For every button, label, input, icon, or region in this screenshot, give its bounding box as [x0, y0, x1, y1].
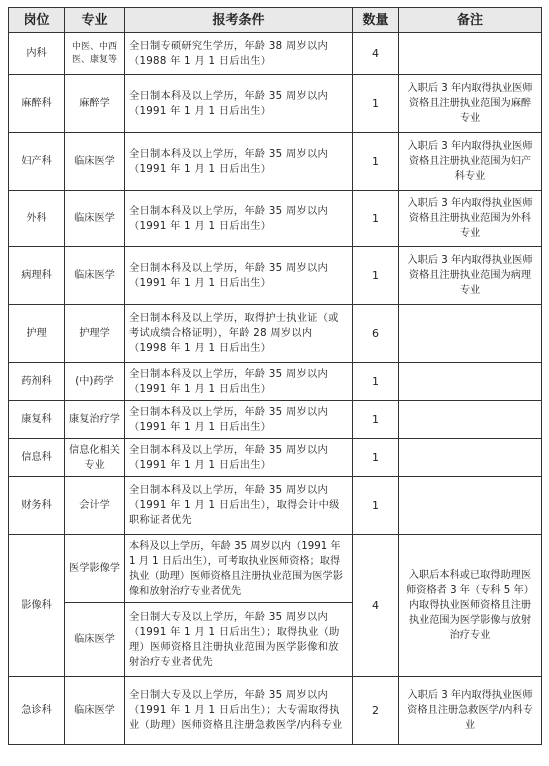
header-position: 岗位 — [9, 8, 65, 33]
table-row — [9, 33, 542, 75]
table-row — [9, 247, 542, 305]
recruitment-table-wrapper — [8, 7, 542, 745]
cell-major: 临床医学 — [65, 247, 125, 305]
cell-major: 信息化相关专业 — [65, 439, 125, 477]
cell-position: 康复科 — [9, 401, 65, 439]
cell-requirements: 全日制本科及以上学历，年龄 35 周岁以内（1991 年 1 月 1 日后出生） — [125, 247, 353, 305]
cell-major: 康复治疗学 — [65, 401, 125, 439]
cell-requirements: 全日制本科及以上学历，年龄 35 周岁以内（1991 年 1 月 1 日后出生），取得会计中级职称证者优先 — [125, 477, 353, 535]
cell-notes: 入职后本科或已取得助理医师资格者 3 年（专科 5 年）内取得执业医师资格且注册执业范围为医学影像与放射治疗专业 — [399, 535, 542, 677]
table-row — [9, 477, 542, 535]
cell-requirements: 全日制本科及以上学历，取得护士执业证（或考试成绩合格证明），年龄 28 周岁以内（1998 年 1 月 1 日后出生） — [125, 305, 353, 363]
recruitment-table — [8, 7, 542, 745]
cell-notes: 入职后 3 年内取得执业医师资格且注册执业范围为外科专业 — [399, 191, 542, 247]
cell-major: 护理学 — [65, 305, 125, 363]
cell-requirements: 本科及以上学历，年龄 35 周岁以内（1991 年 1 月 1 日后出生），可考取执业医师资格；取得执业（助理）医师资格且注册执业范围为医学影像和放射治疗专业者优先 — [125, 535, 353, 603]
cell-major: 临床医学 — [65, 677, 125, 745]
cell-position: 外科 — [9, 191, 65, 247]
table-row — [9, 535, 542, 603]
cell-position: 影像科 — [9, 535, 65, 677]
table-header-row — [9, 8, 542, 33]
cell-major: 会计学 — [65, 477, 125, 535]
cell-count: 4 — [353, 535, 399, 677]
table-row — [9, 305, 542, 363]
cell-count: 1 — [353, 439, 399, 477]
header-notes: 备注 — [399, 8, 542, 33]
cell-requirements: 全日制本科及以上学历，年龄 35 周岁以内（1991 年 1 月 1 日后出生） — [125, 75, 353, 133]
cell-count: 1 — [353, 247, 399, 305]
cell-requirements: 全日制专硕研究生学历，年龄 38 周岁以内（1988 年 1 月 1 日后出生） — [125, 33, 353, 75]
cell-position: 药剂科 — [9, 363, 65, 401]
cell-position: 麻醉科 — [9, 75, 65, 133]
cell-count: 1 — [353, 191, 399, 247]
cell-notes — [399, 305, 542, 363]
cell-requirements: 全日制大专及以上学历，年龄 35 周岁以内（1991 年 1 月 1 日后出生）；大专需取得执业（助理）医师资格且注册急救医学/内科专业 — [125, 677, 353, 745]
cell-notes — [399, 363, 542, 401]
header-major: 专业 — [65, 8, 125, 33]
cell-notes — [399, 401, 542, 439]
cell-position: 护理 — [9, 305, 65, 363]
cell-major: 麻醉学 — [65, 75, 125, 133]
cell-requirements: 全日制大专及以上学历，年龄 35 周岁以内（1991 年 1 月 1 日后出生）；取得执业（助理）医师资格且注册执业范围为医学影像和放射治疗专业者优先 — [125, 603, 353, 677]
table-row — [9, 133, 542, 191]
cell-notes: 入职后 3 年内取得执业医师资格且注册执业范围为麻醉专业 — [399, 75, 542, 133]
cell-notes: 入职后 3 年内取得执业医师资格且注册急救医学/内科专业 — [399, 677, 542, 745]
cell-major: 临床医学 — [65, 603, 125, 677]
cell-count: 1 — [353, 133, 399, 191]
cell-position: 急诊科 — [9, 677, 65, 745]
table-row — [9, 191, 542, 247]
cell-requirements: 全日制本科及以上学历，年龄 35 周岁以内（1991 年 1 月 1 日后出生） — [125, 191, 353, 247]
table-row — [9, 439, 542, 477]
cell-notes: 入职后 3 年内取得执业医师资格且注册执业范围为病理专业 — [399, 247, 542, 305]
cell-count: 1 — [353, 363, 399, 401]
cell-major: (中)药学 — [65, 363, 125, 401]
cell-major: 中医、中西医、康复等 — [65, 33, 125, 75]
cell-position: 财务科 — [9, 477, 65, 535]
cell-notes — [399, 33, 542, 75]
cell-count: 2 — [353, 677, 399, 745]
cell-notes — [399, 439, 542, 477]
cell-position: 信息科 — [9, 439, 65, 477]
cell-major: 临床医学 — [65, 133, 125, 191]
cell-notes — [399, 477, 542, 535]
cell-count: 1 — [353, 477, 399, 535]
table-row — [9, 401, 542, 439]
cell-major: 医学影像学 — [65, 535, 125, 603]
header-count: 数量 — [353, 8, 399, 33]
cell-requirements: 全日制本科及以上学历，年龄 35 周岁以内（1991 年 1 月 1 日后出生） — [125, 401, 353, 439]
table-row — [9, 363, 542, 401]
header-requirements: 报考条件 — [125, 8, 353, 33]
cell-requirements: 全日制本科及以上学历，年龄 35 周岁以内（1991 年 1 月 1 日后出生） — [125, 133, 353, 191]
cell-count: 1 — [353, 75, 399, 133]
cell-major: 临床医学 — [65, 191, 125, 247]
table-row — [9, 75, 542, 133]
cell-position: 病理科 — [9, 247, 65, 305]
cell-position: 妇产科 — [9, 133, 65, 191]
cell-count: 4 — [353, 33, 399, 75]
cell-position: 内科 — [9, 33, 65, 75]
cell-requirements: 全日制本科及以上学历，年龄 35 周岁以内（1991 年 1 月 1 日后出生） — [125, 439, 353, 477]
cell-count: 6 — [353, 305, 399, 363]
cell-notes: 入职后 3 年内取得执业医师资格且注册执业范围为妇产科专业 — [399, 133, 542, 191]
cell-count: 1 — [353, 401, 399, 439]
table-row — [9, 677, 542, 745]
cell-requirements: 全日制本科及以上学历，年龄 35 周岁以内（1991 年 1 月 1 日后出生） — [125, 363, 353, 401]
